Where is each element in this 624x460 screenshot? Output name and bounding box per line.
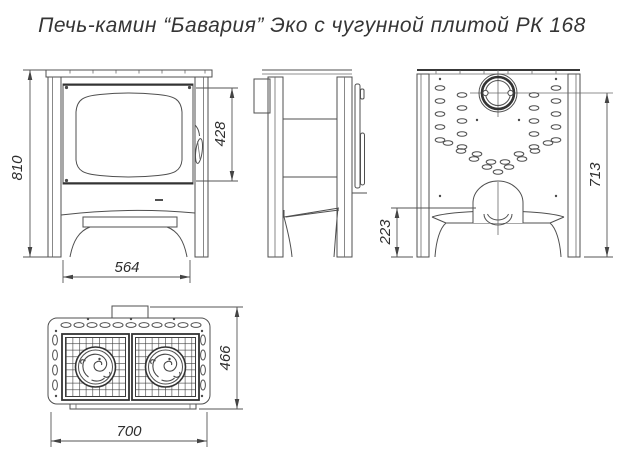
back-left-pillar <box>417 74 429 257</box>
door-handle-side <box>361 133 365 185</box>
back-dimensions <box>377 93 613 257</box>
dim-top-depth: 466 <box>217 345 234 371</box>
front-view <box>46 70 212 257</box>
left-pillar <box>48 77 61 257</box>
flue-outlet <box>470 70 613 117</box>
door-edge <box>352 84 367 193</box>
grid-plate-left <box>62 334 129 400</box>
drawing-title: Печь-камин “Бавария” Эко с чугунной плитой РК 168 <box>38 14 586 37</box>
door-handle <box>194 125 203 164</box>
top-view <box>48 306 210 409</box>
right-pillar <box>195 77 208 257</box>
top-plate-edge <box>46 70 212 77</box>
back-right-pillar <box>568 74 580 257</box>
ash-niche <box>83 217 177 227</box>
base-apron <box>61 210 195 215</box>
dim-door-height: 428 <box>212 121 229 147</box>
dim-flue-height: 713 <box>587 162 604 188</box>
side-view <box>254 70 367 257</box>
back-view <box>417 70 613 257</box>
dim-top-width: 700 <box>116 423 142 440</box>
chimney-connector <box>112 306 148 318</box>
glass-window <box>76 93 182 177</box>
grid-plate-right <box>132 334 199 400</box>
dim-lower-section: 223 <box>377 219 394 245</box>
dim-base-width: 564 <box>114 259 140 276</box>
dim-height: 810 <box>9 155 26 181</box>
dome-air-inlet <box>473 181 523 235</box>
front-edge-band <box>70 404 196 409</box>
